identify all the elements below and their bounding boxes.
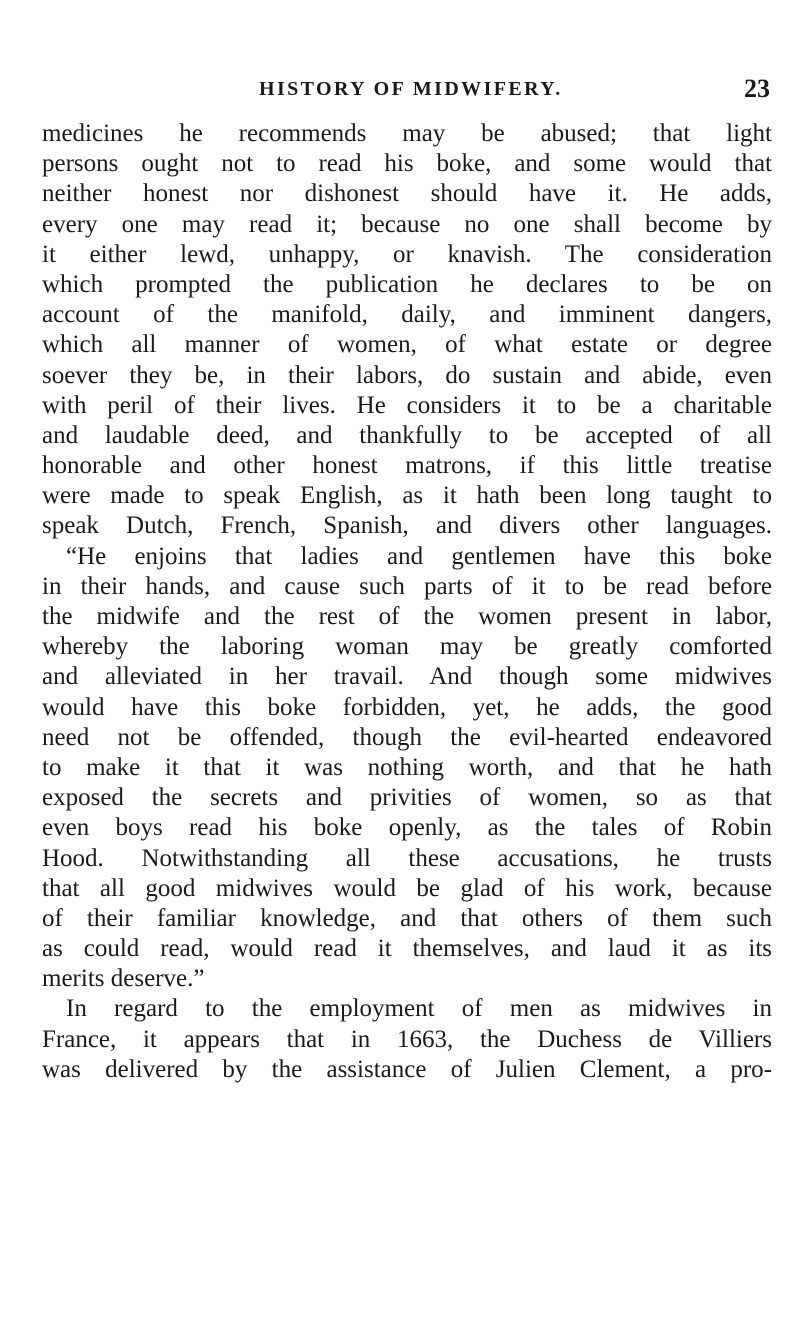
text-line: was delivered by the assistance of Julien Clement, a pro-: [42, 1055, 772, 1083]
running-head-title: HISTORY OF MIDWIFERY.: [259, 78, 563, 100]
text-line: honorable and other honest matrons, if this little treatise: [42, 452, 772, 480]
text-line: with peril of their lives. He considers it to be a charitable: [42, 391, 772, 419]
text-line: would have this boke forbidden, yet, he adds, the good: [42, 693, 772, 721]
text-line: merits deserve.”: [42, 965, 205, 993]
body-text: [42, 119, 772, 1085]
text-line: In regard to the employment of men as midwives in: [66, 995, 772, 1023]
text-line: as could read, would read it themselves, and laud it as its: [42, 935, 772, 963]
text-line: it either lewd, unhappy, or knavish. The consideration: [42, 240, 772, 268]
text-line: which all manner of women, of what estate or degree: [42, 331, 772, 359]
text-line: were made to speak English, as it hath been long taught to: [42, 482, 772, 510]
text-line: which prompted the publication he declares to be on: [42, 270, 772, 298]
text-line: speak Dutch, French, Spanish, and divers other languages.: [42, 512, 772, 540]
text-line: whereby the laboring woman may be greatly comforted: [42, 633, 772, 661]
text-line: soever they be, in their labors, do sustain and abide, even: [42, 361, 772, 389]
text-line: and alleviated in her travail. And though some midwives: [42, 663, 772, 691]
text-line: Hood. Notwithstanding all these accusations, he trusts: [42, 844, 772, 872]
text-line: account of the manifold, daily, and imminent dangers,: [42, 301, 772, 329]
text-line: every one may read it; because no one shall become by: [42, 210, 772, 238]
text-line: that all good midwives would be glad of his work, because: [42, 874, 772, 902]
text-line: neither honest nor dishonest should have it. He adds,: [42, 180, 772, 208]
text-line: persons ought not to read his boke, and some would that: [42, 150, 772, 178]
text-line: in their hands, and cause such parts of it to be read before: [42, 572, 772, 600]
page-number: 23: [744, 74, 770, 103]
running-head: [0, 74, 800, 108]
text-line: of their familiar knowledge, and that others of them such: [42, 904, 772, 932]
text-line: to make it that it was nothing worth, and that he hath: [42, 753, 772, 781]
text-line: the midwife and the rest of the women present in labor,: [42, 603, 772, 630]
text-line: need not be offended, though the evil-hearted endeavored: [42, 723, 772, 751]
text-line: exposed the secrets and privities of women, so as that: [42, 784, 772, 812]
text-line: “He enjoins that ladies and gentlemen have this boke: [66, 542, 772, 570]
text-line: France, it appears that in 1663, the Duchess de Villiers: [42, 1025, 772, 1053]
text-line: and laudable deed, and thankfully to be accepted of all: [42, 421, 772, 449]
text-line: even boys read his boke openly, as the tales of Robin: [42, 814, 772, 842]
text-line: medicines he recommends may be abused; that light: [42, 120, 772, 147]
